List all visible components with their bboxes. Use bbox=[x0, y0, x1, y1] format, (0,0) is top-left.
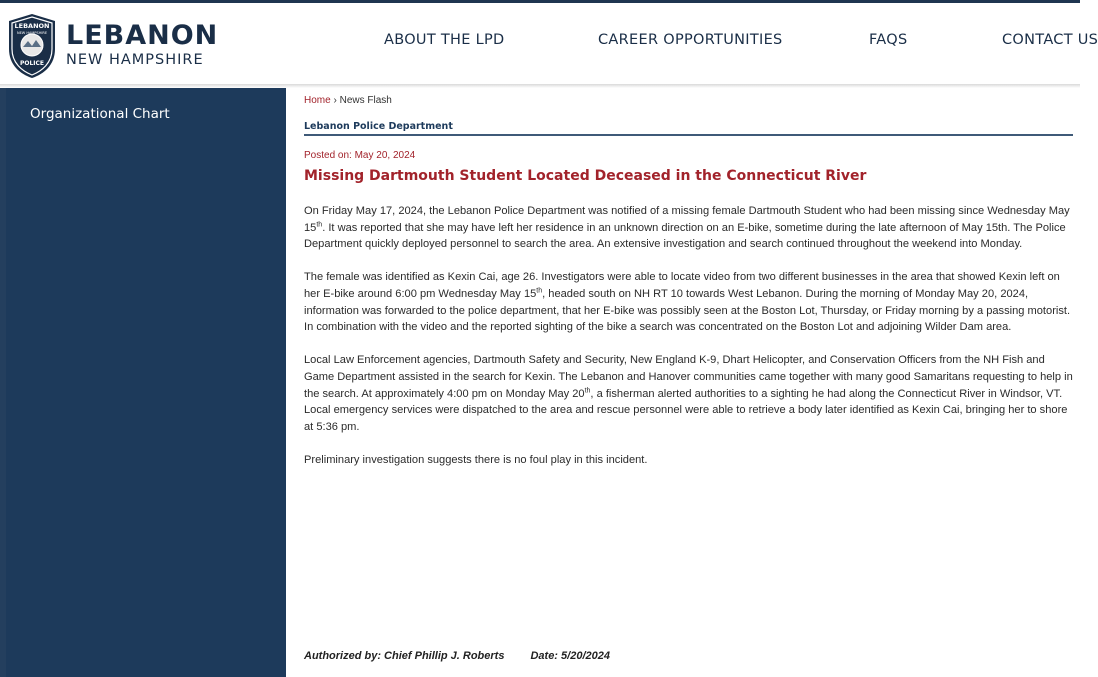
department-label: Lebanon Police Department bbox=[304, 121, 453, 132]
brand-wordmark[interactable] bbox=[66, 21, 218, 69]
article-body bbox=[304, 203, 1074, 485]
article-paragraph-3: Local Law Enforcement agencies, Dartmouth Safety and Security, New England K-9, Dhart Helicopter, and Conservation Officers from the NH Fish and Game Department assisted in the search for Kexin. The Lebanon and Hanover communities came together with many good Samaritans requesting to help in the search. At approximately 4:00 pm on Monday May 20th, a fisherman alerted authorities to a sighting he had along the Connecticut River in Windsor, VT. Local emergency services were dispatched to the area and rescue personnel were able to retrieve a body later identified as Kexin Cai, bringing her to shore at 5:36 pm. bbox=[304, 354, 1073, 433]
site-header bbox=[0, 3, 1098, 84]
nav-careers[interactable]: CAREER OPPORTUNITIES bbox=[598, 32, 783, 48]
brand-subtitle: NEW HAMPSHIRE bbox=[66, 52, 204, 68]
nav-contact[interactable]: CONTACT US bbox=[1002, 32, 1098, 48]
breadcrumb-current: News Flash bbox=[339, 95, 392, 106]
nav-about[interactable]: ABOUT THE LPD bbox=[384, 32, 505, 48]
authorization-line bbox=[304, 650, 610, 662]
brand-title: LEBANON bbox=[66, 20, 219, 51]
sidebar bbox=[6, 88, 286, 677]
svg-text:NEW HAMPSHIRE: NEW HAMPSHIRE bbox=[16, 31, 48, 35]
main-content bbox=[304, 88, 1074, 677]
authorized-by: Authorized by: Chief Phillip J. Roberts bbox=[304, 650, 505, 662]
sidebar-item-organizational-chart[interactable]: Organizational Chart bbox=[30, 106, 170, 122]
posted-date: Posted on: May 20, 2024 bbox=[304, 150, 416, 161]
svg-text:LEBANON: LEBANON bbox=[14, 22, 50, 30]
breadcrumb-home-link[interactable]: Home bbox=[304, 95, 331, 106]
nav-faqs[interactable]: FAQS bbox=[869, 32, 908, 48]
svg-text:POLICE: POLICE bbox=[19, 60, 45, 67]
authorization-date: Date: 5/20/2024 bbox=[530, 650, 610, 662]
article-paragraph-1: On Friday May 17, 2024, the Lebanon Police Department was notified of a missing female Dartmouth Student who had been missing since Wednesday May 15th. It was reported that she may have left her residence in an unknown direction on an E-bike, sometime during the late afternoon of May 15th. The Police Department quickly deployed personnel to search the area. An extensive investigation and search continued throughout the weekend into Monday. bbox=[304, 205, 1070, 251]
breadcrumb bbox=[304, 95, 392, 106]
police-badge-logo[interactable] bbox=[6, 13, 58, 79]
article-title: Missing Dartmouth Student Located Deceased in the Connecticut River bbox=[304, 168, 867, 184]
breadcrumb-separator: › bbox=[333, 95, 337, 106]
section-divider bbox=[304, 134, 1073, 136]
article-paragraph-4: Preliminary investigation suggests there is no foul play in this incident. bbox=[304, 453, 648, 466]
article-paragraph-2: The female was identified as Kexin Cai, age 26. Investigators were able to locate video from two different businesses in the area that showed Kexin left on her E-bike around 6:00 pm Wednesday May 15th, headed south on NH RT 10 towards West Lebanon. During the morning of Monday May 20, 2024, information was forwarded to the police department, that her E-bike was possibly seen at the Boston Lot, Thursday, or Friday morning by a passing motorist. In combination with the video and the reported sighting of the bike a search was concentrated on the Boston Lot and adjoining Wilder Dam area. bbox=[304, 271, 1071, 334]
